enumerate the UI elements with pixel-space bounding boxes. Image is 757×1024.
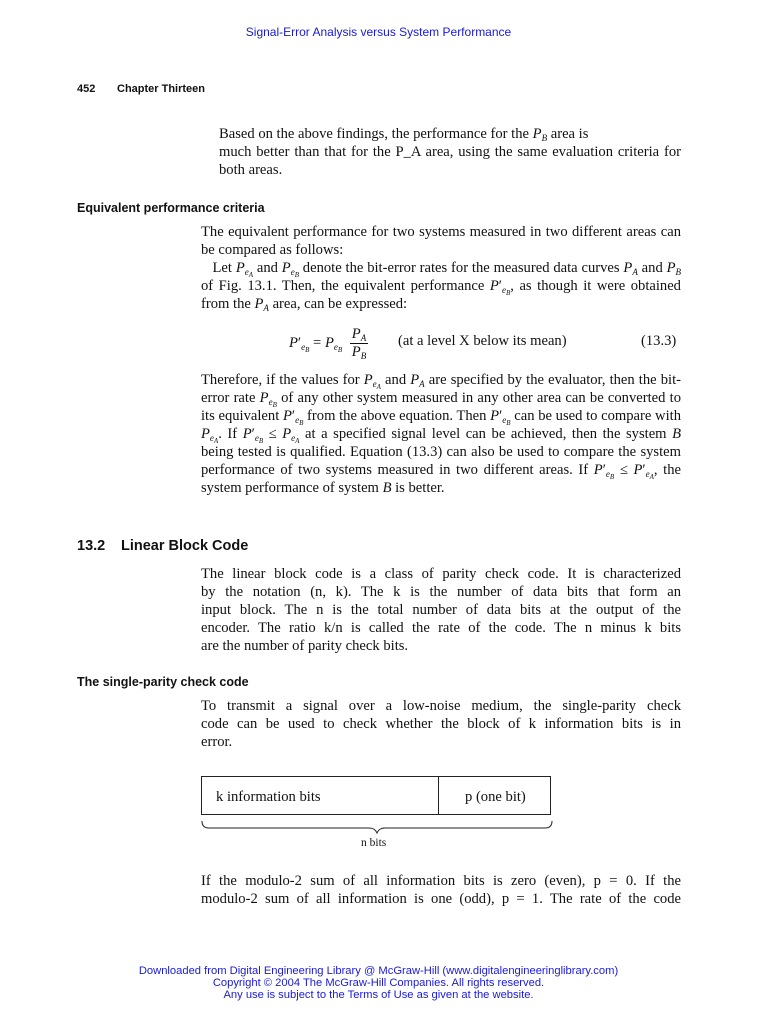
modulo-line: modulo-2 sum of all information is one (odd), p = 1. The rate of the code	[201, 891, 681, 907]
chapter-label: Chapter Thirteen	[117, 83, 206, 95]
footer-terms-link[interactable]: Any use is subject to the Terms of Use as given at the website.	[223, 989, 534, 1001]
equation-condition: (at a level X below its mean)	[398, 333, 567, 349]
section-title: Linear Block Code	[121, 538, 249, 554]
equation-number: (13.3)	[641, 333, 677, 349]
linear-block-line: by the notation (n, k). The k is the number of data bits that form an	[201, 584, 681, 600]
page-number: 452	[77, 83, 96, 95]
bit-block-divider	[438, 776, 439, 815]
subhead-single-parity: The single-parity check code	[77, 675, 249, 689]
intro-paragraph	[219, 125, 681, 179]
footer-download-link[interactable]: Downloaded from Digital Engineering Library @ McGraw-Hill (www.digitalengineeringlibrary.com)	[138, 965, 619, 977]
linear-block-line: encoder. The ratio k/n is called the rate of the code. The n minus k bits	[201, 620, 681, 636]
linear-block-line: are the number of parity check bits.	[201, 638, 409, 654]
footer	[0, 965, 757, 1001]
n-bits-brace	[201, 820, 553, 834]
footer-copyright: Copyright © 2004 The McGraw-Hill Companies. All rights reserved.	[212, 977, 545, 989]
linear-block-line: The linear block code is a class of parity check code. It is characterized	[201, 566, 681, 582]
equation-13-3: $P'_{e_B} = P_{e_B}$ $\frac{P_A}{P_B}$	[289, 326, 367, 361]
linear-block-paragraph	[201, 565, 681, 655]
single-parity-paragraph	[201, 697, 681, 751]
equation-fraction: $\frac{P_A}{P_B}$	[351, 326, 367, 361]
parity-bit-cell: p (one bit)	[465, 789, 526, 805]
running-header-link[interactable]: Signal-Error Analysis versus System Performance	[245, 25, 512, 39]
modulo-line: If the modulo-2 sum of all information bits is zero (even), p = 0. If the	[201, 873, 681, 889]
single-parity-line: error.	[201, 734, 233, 750]
modulo-paragraph	[201, 872, 681, 908]
equivalent-performance-paragraph: The equivalent performance for two systems measured in two different areas can be compared as follows: Let $P_{e_A}$ and $P_{e_B}$ denote the bit-error rates for the measured data curves $P_A$ and $P_B$ of Fig. 13.1. Then, the equivalent performance $P'_{e_B}$, as though it were obtained from the $P_A$ area, can be expressed:	[201, 224, 681, 313]
single-parity-line: code can be used to check whether the block of k information bits is in	[201, 716, 681, 732]
section-number: 13.2	[77, 538, 106, 554]
linear-block-line: input block. The n is the total number of data bits at the output of the	[201, 602, 681, 618]
n-bits-label: n bits	[361, 837, 387, 849]
intro-line-rest: much better than that for the P_A area, using the same evaluation criteria for both areas.	[219, 144, 681, 178]
single-parity-line: To transmit a signal over a low-noise medium, the single-parity check	[201, 698, 681, 714]
intro-line-1: Based on the above findings, the performance for the $P_B$ area is	[219, 126, 589, 143]
subhead-equivalent-performance: Equivalent performance criteria	[77, 201, 265, 215]
therefore-paragraph: Therefore, if the values for $P_{e_A}$ and $P_A$ are specified by the evaluator, then the bit-error rate $P_{e_B}$ of any other system measured in any other area can be converted to its equivalent $P'_{e_B}$ from the above equation. Then $P'_{e_B}$ can be used to compare with $P_{e_A}$. If $P'_{e_B} \le P_{e_A}$ at a specified signal level can be achieved, then the system B being tested is qualified. Equation (13.3) can also be used to compare the system performance of two systems measured in two different areas. If $P'_{e_B} \le P'_{e_A}$, the system performance of system B is better.	[201, 372, 682, 496]
information-bits-cell: k information bits	[216, 789, 321, 805]
